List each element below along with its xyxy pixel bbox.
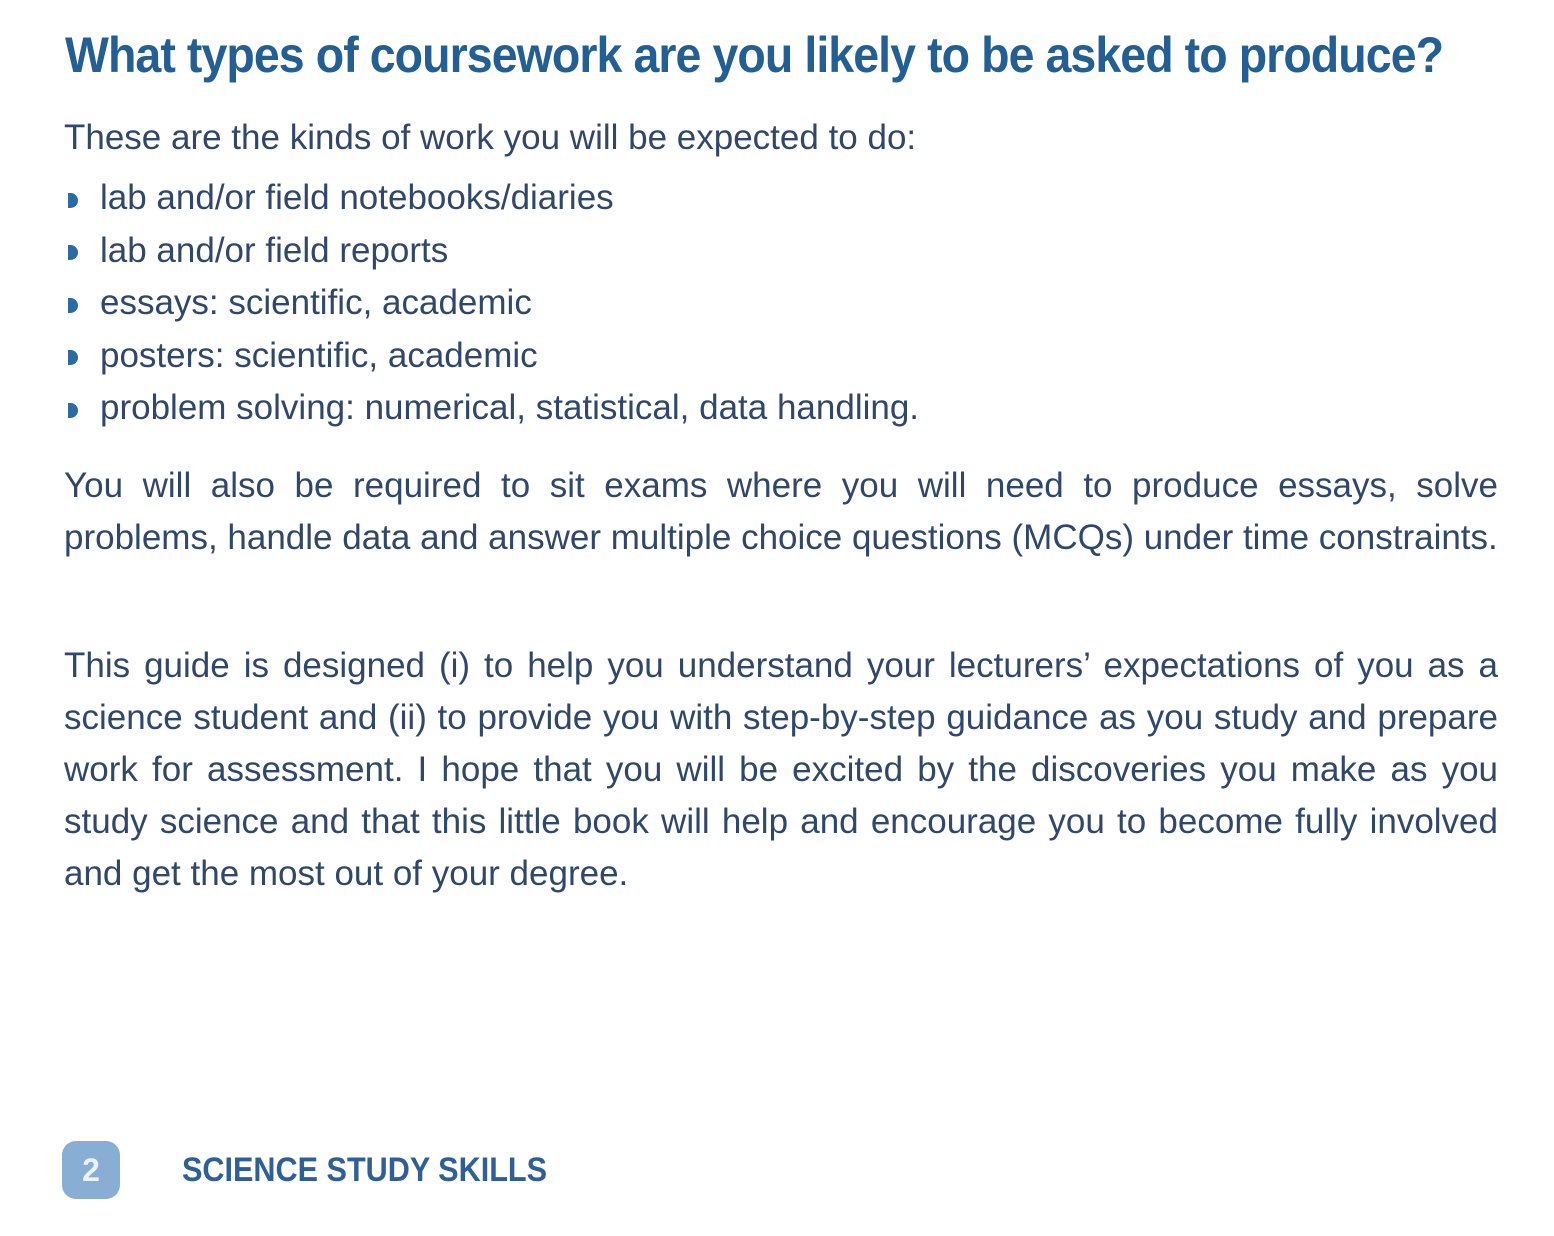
page-number-badge: 2 [62, 1141, 120, 1199]
list-item [64, 330, 919, 383]
bullet-icon [68, 298, 78, 313]
list-item-text: posters: scientific, academic [100, 335, 538, 375]
bullet-icon [68, 245, 78, 260]
list-item [64, 172, 919, 225]
page-heading: What types of coursework are you likely to be asked to produce? [65, 27, 1444, 83]
running-title: SCIENCE STUDY SKILLS [182, 1150, 547, 1189]
intro-text: These are the kinds of work you will be expected to do: [64, 118, 917, 157]
exams-paragraph: You will also be required to sit exams where you will need to produce essays, solve problems, handle data and answer multiple choice questions (MCQs) under time constraints. [64, 466, 1498, 557]
list-item-text: essays: scientific, academic [100, 283, 532, 322]
bullet-icon [68, 193, 78, 208]
guide-paragraph: This guide is designed (i) to help you understand your lecturers’ expectations of you as a science student and (ii) to provide you with step-by-step guidance as you study and prepare work for assessment. I hope that you will be excited by the discoveries you make as you study science and that this little book will help and encourage you to become fully involved and get the most out of your degree. [64, 646, 1498, 893]
list-item [64, 382, 919, 435]
list-item [64, 277, 919, 330]
bullet-icon [68, 350, 78, 365]
coursework-list [64, 172, 919, 435]
bullet-icon [68, 403, 78, 418]
list-item [64, 225, 919, 278]
list-item-text: lab and/or field notebooks/diaries [100, 178, 614, 217]
list-item-text: problem solving: numerical, statistical, data handling. [100, 388, 920, 427]
list-item-text: lab and/or field reports [100, 230, 449, 270]
page-footer [62, 1141, 588, 1199]
